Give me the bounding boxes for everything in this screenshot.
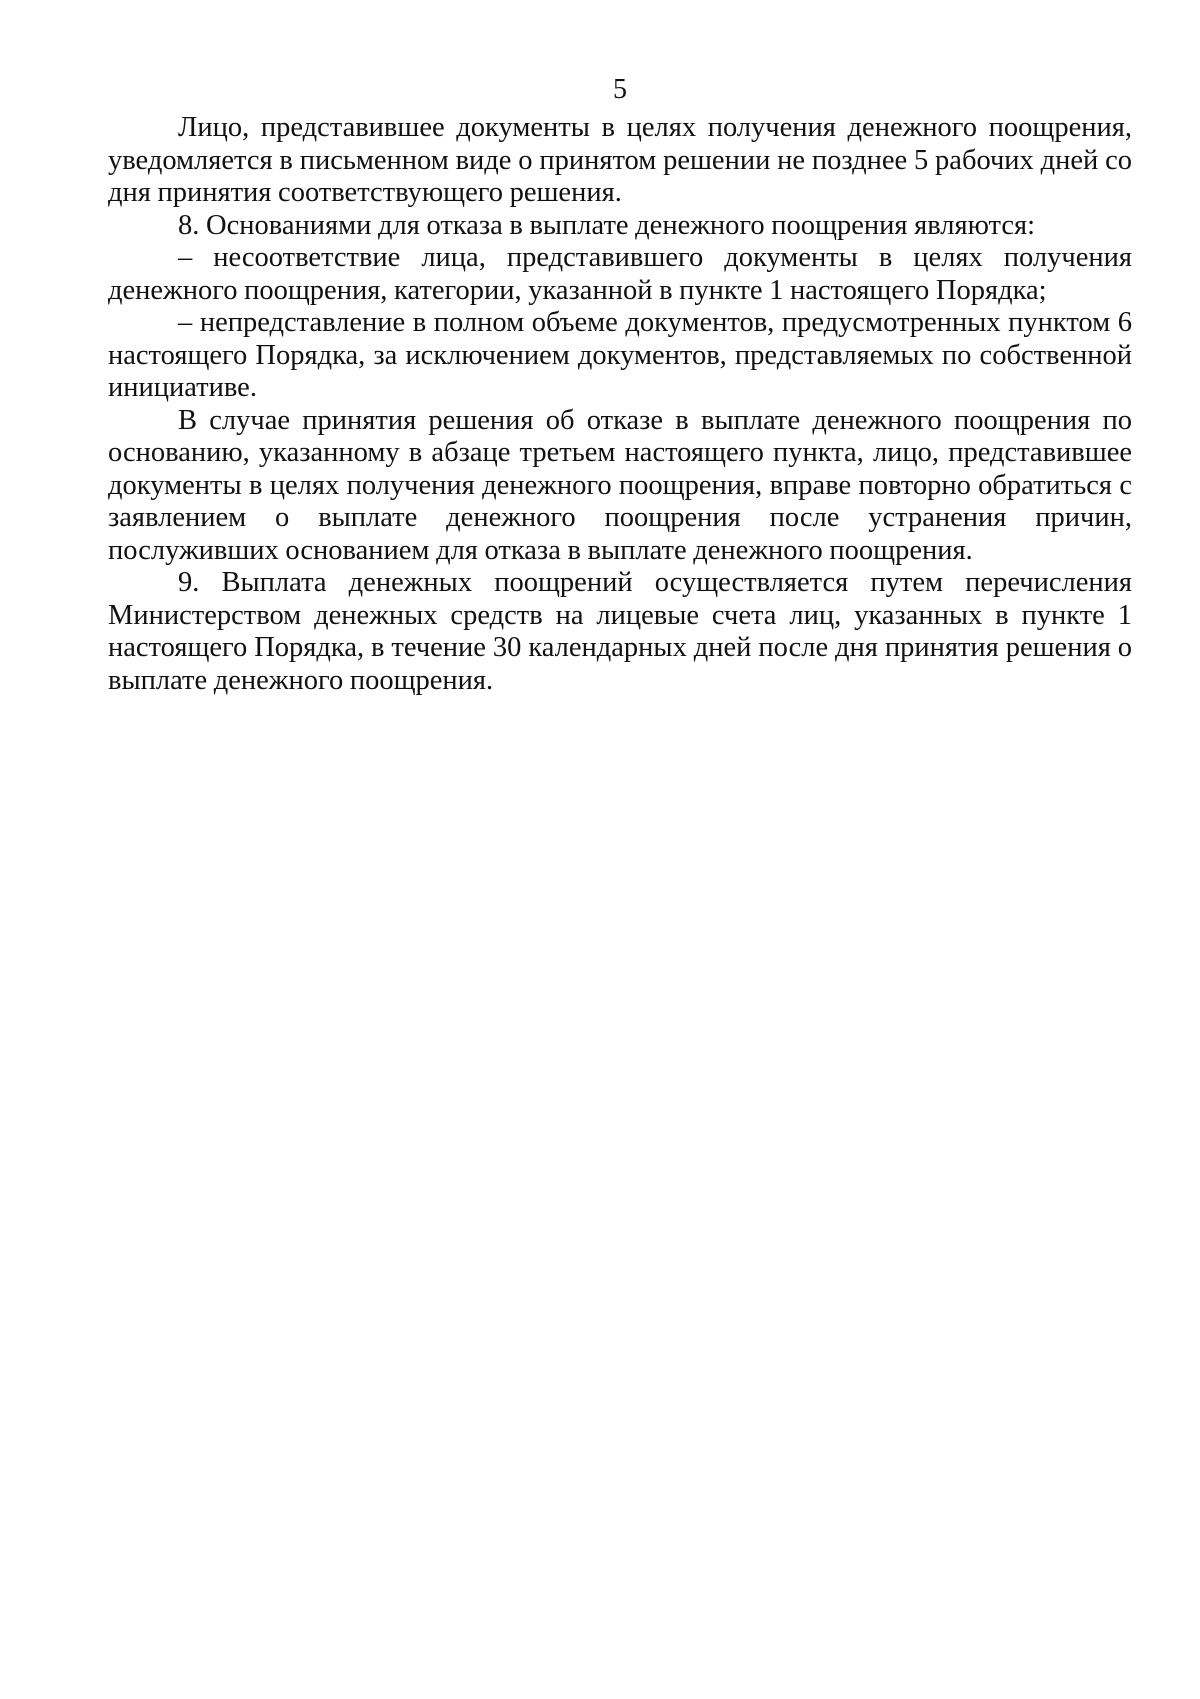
paragraph-item-8-reason-2: – непредставление в полном объеме документов, предусмотренных пунктом 6 настоящего Порядка, за исключением документов, представляемых по собственной инициативе. (108, 307, 1132, 403)
paragraph-item-9: 9. Выплата денежных поощрений осуществляется путем перечисления Министерством денежных средств на лицевые счета лиц, указанных в пункте 1 настоящего Порядка, в течение 30 календарных дней после дня принятия решения о выплате денежного поощрения. (108, 567, 1132, 696)
paragraph-notification: Лицо, представившее документы в целях получения денежного поощрения, уведомляется в письменном виде о принятом решении не позднее 5 рабочих дней со дня принятия соответствующего решения. (108, 112, 1132, 208)
paragraph-item-8-heading: 8. Основаниями для отказа в выплате денежного поощрения являются: (178, 209, 1036, 241)
paragraph-item-8-reason-1: – несоответствие лица, представившего документы в целях получения денежного поощрения, категории, указанной в пункте 1 настоящего Порядка; (108, 242, 1132, 306)
paragraph-item-8-reapply: В случае принятия решения об отказе в выплате денежного поощрения по основанию, указанному в абзаце третьем настоящего пункта, лицо, представившее документы в целях получения денежного поощрения, вправе повторно обратиться с заявлением о выплате денежного поощрения после устранения причин, послуживших основанием для отказа в выплате денежного поощрения. (108, 404, 1132, 566)
document-body (108, 112, 1132, 697)
page-number: 5 (613, 74, 627, 105)
